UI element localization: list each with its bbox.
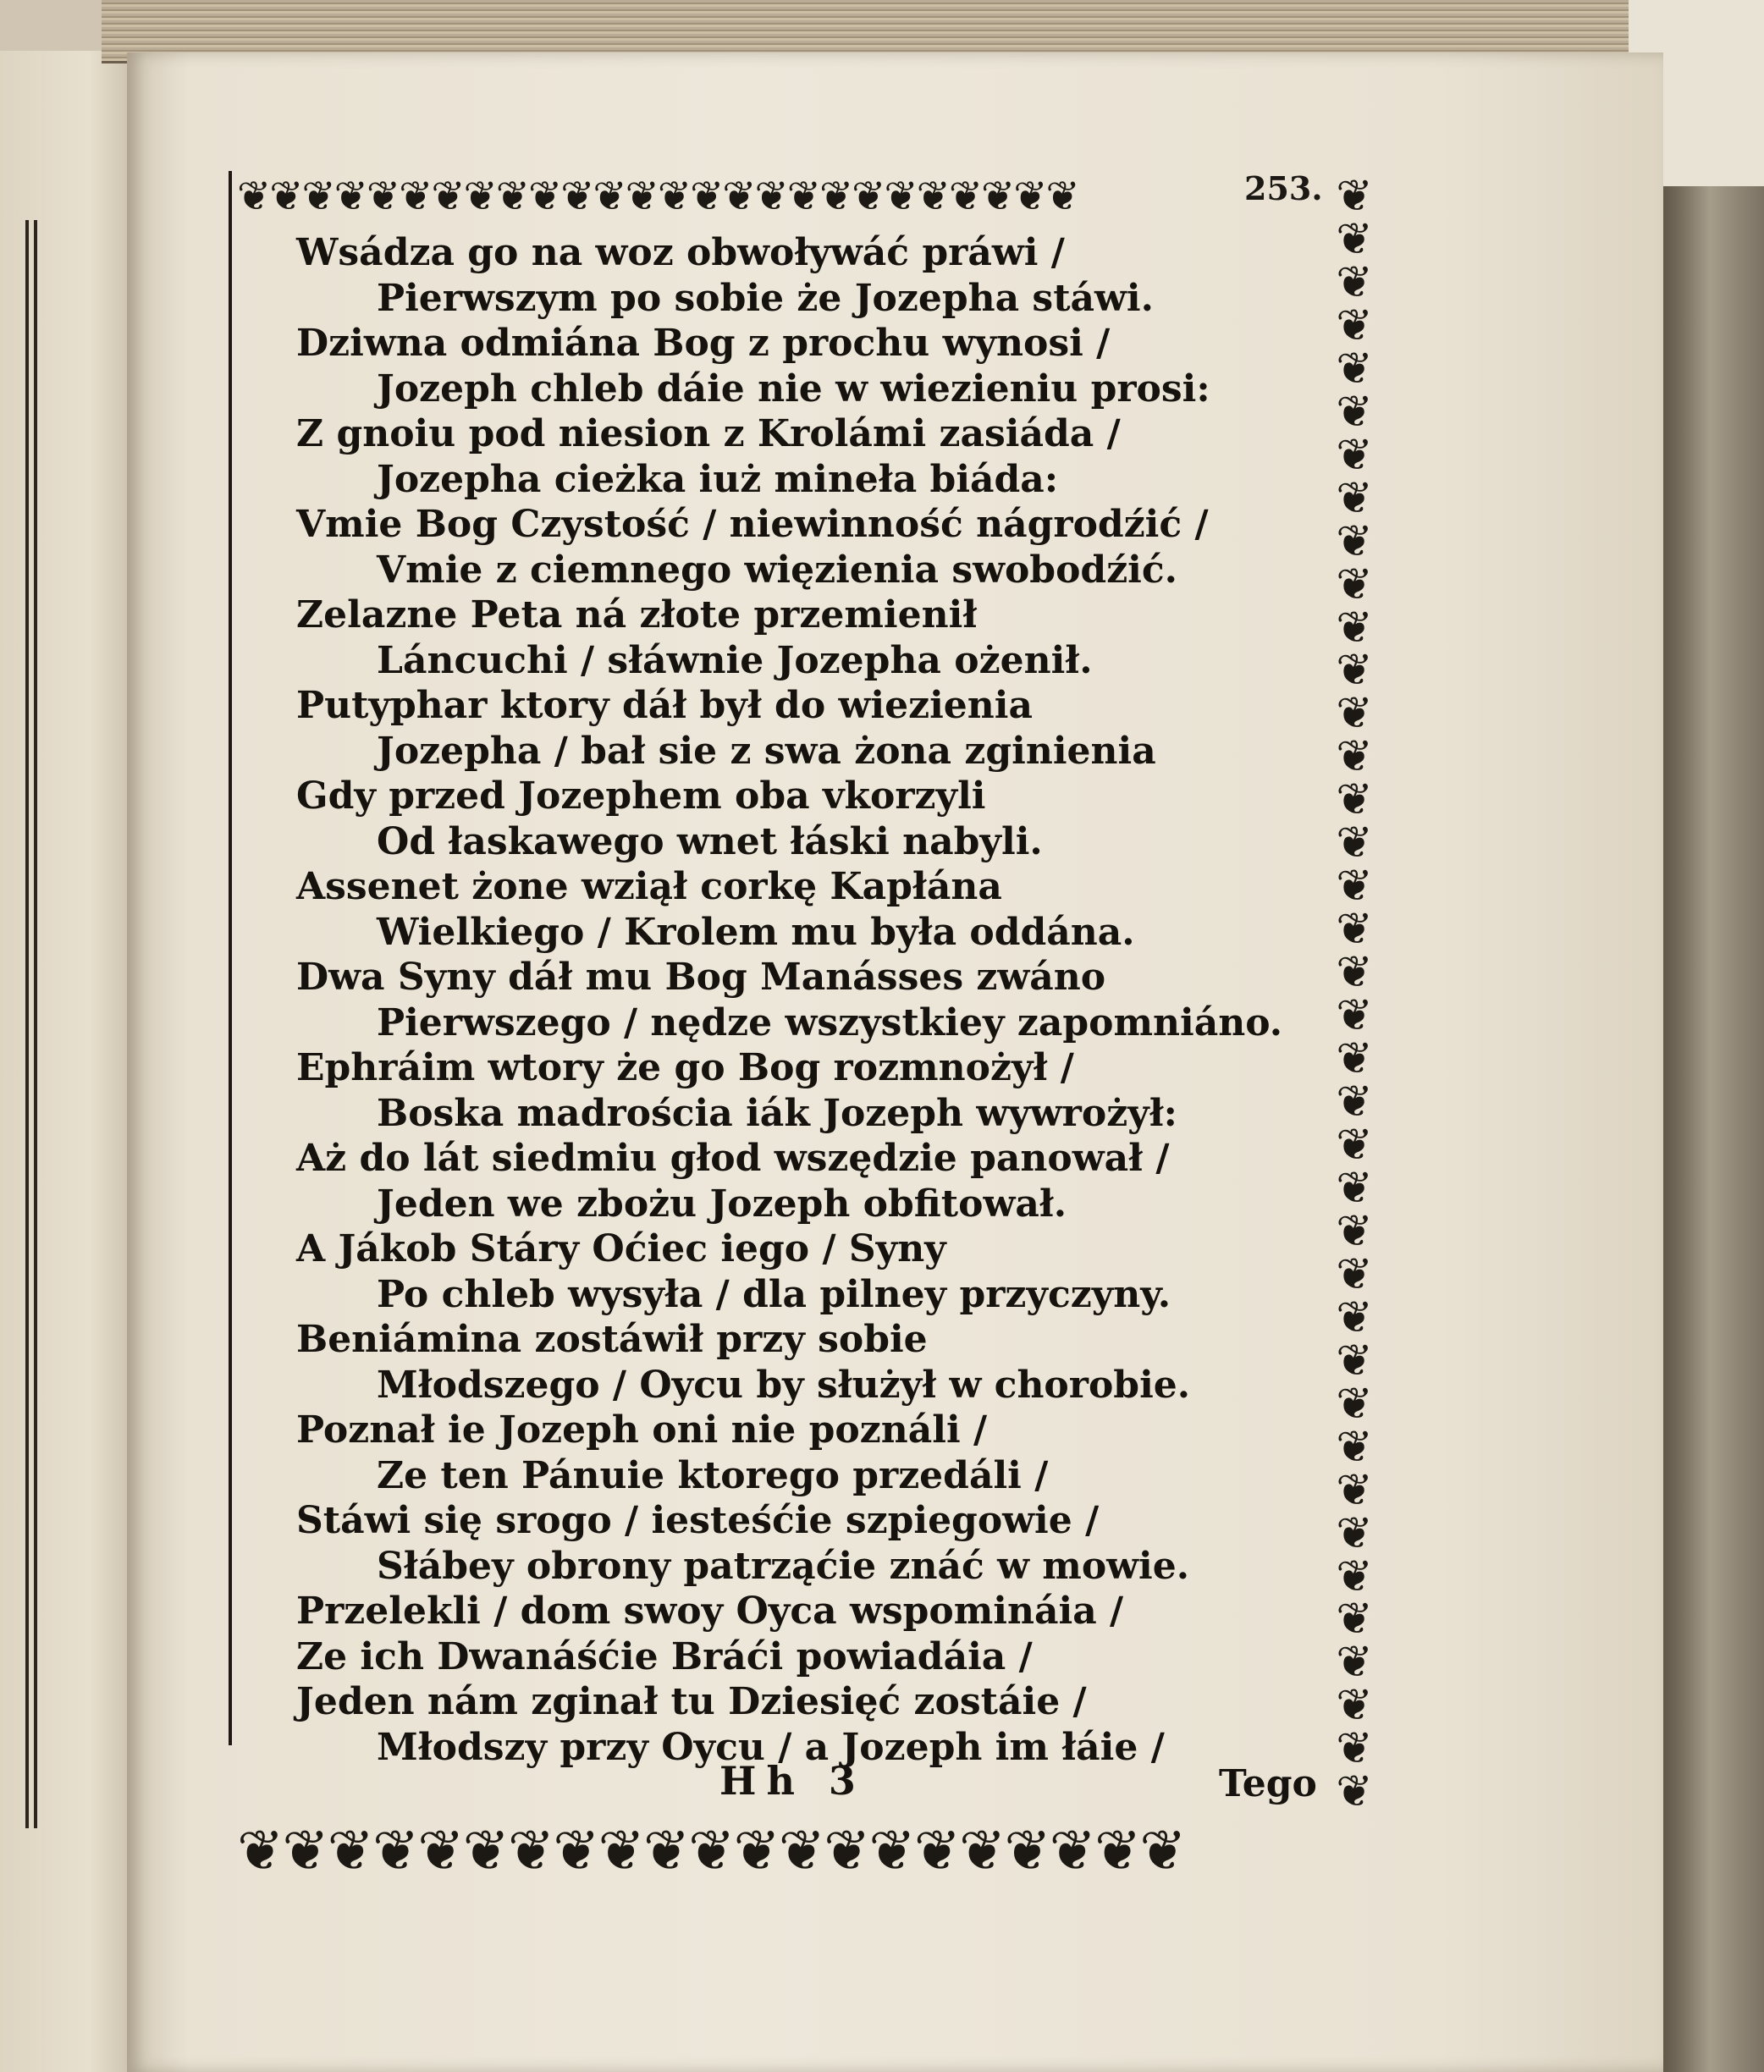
- verse-text: [296, 230, 1283, 1770]
- fleuron-ornament: ❦: [327, 1818, 372, 1883]
- fleuron-ornament: ❦: [1336, 947, 1373, 999]
- verse-line: Boska madrościa iák Jozeph wywrożył:: [377, 1091, 1177, 1135]
- fleuron-ornament: ❦: [431, 173, 464, 220]
- verse-line: Pierwszego / nędze wszystkiey zapomniáno.: [377, 1000, 1283, 1044]
- fleuron-ornament: ❦: [463, 173, 496, 220]
- fleuron-ornament: ❦: [507, 1818, 554, 1883]
- left-page-rule: [25, 220, 29, 1828]
- fleuron-ornament: ❦: [1336, 1378, 1373, 1430]
- fleuron-ornament: ❦: [593, 173, 626, 220]
- fleuron-ornament: ❦: [1004, 1818, 1050, 1883]
- fleuron-ornament: ❦: [1336, 990, 1373, 1042]
- fleuron-ornament: ❦: [786, 173, 819, 220]
- fleuron-ornament: ❦: [1336, 1507, 1373, 1559]
- fleuron-ornament: ❦: [1336, 688, 1373, 740]
- verse-line: A Jákob Stáry Oćiec iego / Syny: [296, 1227, 946, 1270]
- fleuron-ornament: ❦: [625, 173, 658, 220]
- verse-line: Wielkiego / Krolem mu była oddána.: [377, 910, 1135, 954]
- fleuron-ornament: ❦: [1336, 386, 1373, 438]
- fleuron-ornament: ❦: [1336, 1723, 1373, 1775]
- fleuron-ornament: ❦: [733, 1818, 779, 1883]
- fleuron-ornament: ❦: [269, 173, 302, 220]
- fleuron-ornament: ❦: [1336, 300, 1373, 351]
- fleuron-ornament: ❦: [1336, 559, 1373, 610]
- left-page-rule-2: [34, 220, 37, 1828]
- fleuron-ornament: ❦: [913, 1818, 959, 1883]
- fleuron-ornament: ❦: [417, 1818, 463, 1883]
- fleuron-ornament: ❦: [1336, 731, 1373, 783]
- fleuron-ornament: ❦: [778, 1818, 824, 1883]
- fleuron-ornament: ❦: [1336, 1464, 1373, 1516]
- fleuron-ornament: ❦: [495, 173, 528, 220]
- fleuron-ornament: ❦: [1049, 1818, 1094, 1883]
- fleuron-ornament: ❦: [527, 173, 561, 220]
- verse-line: Młodszy przy Oycu / a Jozeph im łáie /: [377, 1725, 1165, 1769]
- fleuron-ornament: ❦: [1336, 1119, 1373, 1171]
- fleuron-ornament: ❦: [1336, 1637, 1373, 1689]
- bottom-ornament-border: [237, 1813, 1388, 1889]
- fleuron-ornament: ❦: [1336, 256, 1373, 308]
- left-page-fragment: [0, 51, 127, 2072]
- fleuron-ornament: ❦: [462, 1818, 508, 1883]
- fleuron-ornament: ❦: [852, 173, 885, 220]
- book-page: [127, 52, 1663, 2072]
- verse-line: Vmie z ciemnego więzienia swobodźić.: [377, 548, 1177, 592]
- fleuron-ornament: ❦: [1336, 1077, 1373, 1128]
- verse-line: Dwa Syny dáł mu Bog Manásses zwáno: [296, 956, 1106, 999]
- fleuron-ornament: ❦: [237, 1818, 283, 1883]
- fleuron-ornament: ❦: [722, 173, 755, 220]
- verse-line: Z gnoiu pod niesion z Krolámi zasiáda /: [296, 412, 1121, 455]
- verse-line: Vmie Bog Czystość / niewinność nágrodźić /: [296, 503, 1209, 546]
- fleuron-ornament: ❦: [598, 1818, 643, 1883]
- fleuron-ornament: ❦: [690, 173, 723, 220]
- fleuron-ornament: ❦: [1336, 1594, 1373, 1645]
- fleuron-ornament: ❦: [1336, 343, 1373, 394]
- fleuron-ornament: ❦: [366, 173, 400, 220]
- fleuron-ornament: ❦: [1336, 1335, 1373, 1386]
- fleuron-ornament: ❦: [301, 173, 334, 220]
- fleuron-ornament: ❦: [1336, 774, 1373, 826]
- fleuron-ornament: ❦: [1336, 1033, 1373, 1085]
- verse-line: Beniámina zostáwił przy sobie: [296, 1318, 928, 1361]
- fleuron-ornament: ❦: [1013, 173, 1046, 220]
- fleuron-ornament: ❦: [948, 173, 982, 220]
- fleuron-ornament: ❦: [1336, 1248, 1373, 1300]
- fleuron-ornament: ❦: [1336, 818, 1373, 869]
- verse-line: Jozepha / bał sie z swa żona zginienia: [377, 729, 1156, 773]
- verse-line: Stáwi się srogo / iesteśćie szpiegowie /: [296, 1499, 1100, 1542]
- fleuron-ornament: ❦: [916, 173, 949, 220]
- fleuron-ornament: ❦: [1336, 1205, 1373, 1257]
- fleuron-ornament: ❦: [553, 1818, 598, 1883]
- fleuron-ornament: ❦: [1336, 175, 1373, 222]
- fleuron-ornament: ❦: [688, 1818, 734, 1883]
- verse-line: Putyphar ktory dáł był do wiezienia: [296, 684, 1033, 727]
- fleuron-ornament: ❦: [1336, 645, 1373, 697]
- fleuron-ornament: ❦: [868, 1818, 914, 1883]
- fleuron-ornament: ❦: [884, 173, 917, 220]
- verse-line: Assenet żone wziął corkę Kapłána: [296, 865, 1002, 908]
- verse-line: Ze ten Pánuie ktorego przedáli /: [377, 1453, 1049, 1497]
- verse-line: Jozeph chleb dáie nie w wiezieniu prosi:: [377, 366, 1210, 411]
- fleuron-ornament: ❦: [237, 173, 270, 220]
- top-ornament-border: [237, 171, 1236, 222]
- verse-line: Jeden nám zginał tu Dziesięć zostáie /: [296, 1680, 1087, 1723]
- fleuron-ornament: ❦: [1336, 1162, 1373, 1214]
- fleuron-ornament: ❦: [642, 1818, 689, 1883]
- verse-line: Ze ich Dwanáśćie Bráći powiadáia /: [296, 1634, 1033, 1678]
- fleuron-ornament: ❦: [1094, 1818, 1140, 1883]
- fleuron-ornament: ❦: [282, 1818, 328, 1883]
- fleuron-ornament: ❦: [399, 173, 432, 220]
- fleuron-ornament: ❦: [1336, 602, 1373, 653]
- fleuron-ornament: ❦: [1336, 472, 1373, 524]
- verse-line: Pierwszym po sobie że Jozepha stáwi.: [377, 276, 1154, 320]
- fleuron-ornament: ❦: [1139, 1818, 1185, 1883]
- fleuron-ornament: ❦: [1336, 1766, 1373, 1813]
- verse-line: Gdy przed Jozephem oba vkorzyli: [296, 774, 986, 818]
- fleuron-ornament: ❦: [1336, 429, 1373, 481]
- fleuron-ornament: ❦: [1336, 904, 1373, 956]
- verse-line: Poznał ie Jozeph oni nie poználi /: [296, 1408, 988, 1452]
- verse-line: Młodszego / Oycu by służył w chorobie.: [377, 1363, 1191, 1407]
- right-ornament-border: [1325, 175, 1384, 1813]
- verse-line: Po chleb wysyła / dla pilney przyczyny.: [377, 1272, 1171, 1316]
- fleuron-ornament: ❦: [824, 1818, 869, 1883]
- fleuron-ornament: ❦: [981, 173, 1014, 220]
- signature-mark: Hh 3: [719, 1758, 866, 1804]
- fleuron-ornament: ❦: [1336, 213, 1373, 265]
- verse-line: Jeden we zbożu Jozeph obfitował.: [377, 1182, 1067, 1226]
- frame-left-rule: [229, 171, 232, 1745]
- verse-line: Zelazne Peta ná złote przemienił: [296, 593, 978, 636]
- verse-line: Dziwna odmiána Bog z prochu wynosi /: [296, 322, 1111, 365]
- fleuron-ornament: ❦: [372, 1818, 418, 1883]
- fleuron-ornament: ❦: [1336, 1680, 1373, 1732]
- verse-line: Od łaskawego wnet łáski nabyli.: [377, 819, 1043, 863]
- catchword: Tego: [1219, 1762, 1317, 1805]
- fleuron-ornament: ❦: [1045, 173, 1078, 220]
- verse-line: Ephráim wtory że go Bog rozmnożył /: [296, 1046, 1074, 1089]
- fleuron-ornament: ❦: [1336, 1551, 1373, 1602]
- fleuron-ornament: ❦: [1336, 1421, 1373, 1473]
- verse-line: Láncuchi / słáwnie Jozepha ożenił.: [377, 638, 1093, 682]
- fleuron-ornament: ❦: [657, 173, 691, 220]
- fleuron-ornament: ❦: [560, 173, 593, 220]
- verse-line: Przelekli / dom swoy Oyca wspomináia /: [296, 1590, 1124, 1633]
- verse-line: Jozepha cieżka iuż mineła biáda:: [377, 457, 1059, 501]
- fleuron-ornament: ❦: [959, 1818, 1005, 1883]
- page-number: 253.: [1244, 169, 1323, 207]
- fleuron-ornament: ❦: [1336, 515, 1373, 567]
- verse-line: Aż do lát siedmiu głod wszędzie panował /: [296, 1137, 1170, 1180]
- fleuron-ornament: ❦: [334, 173, 367, 220]
- fleuron-ornament: ❦: [1336, 1292, 1373, 1343]
- fleuron-ornament: ❦: [1336, 861, 1373, 912]
- fleuron-ornament: ❦: [754, 173, 787, 220]
- verse-line: Wsádza go na woz obwoływáć práwi /: [296, 231, 1065, 274]
- verse-line: Słábey obrony patrząćie znáć w mowie.: [377, 1544, 1190, 1588]
- fleuron-ornament: ❦: [819, 173, 852, 220]
